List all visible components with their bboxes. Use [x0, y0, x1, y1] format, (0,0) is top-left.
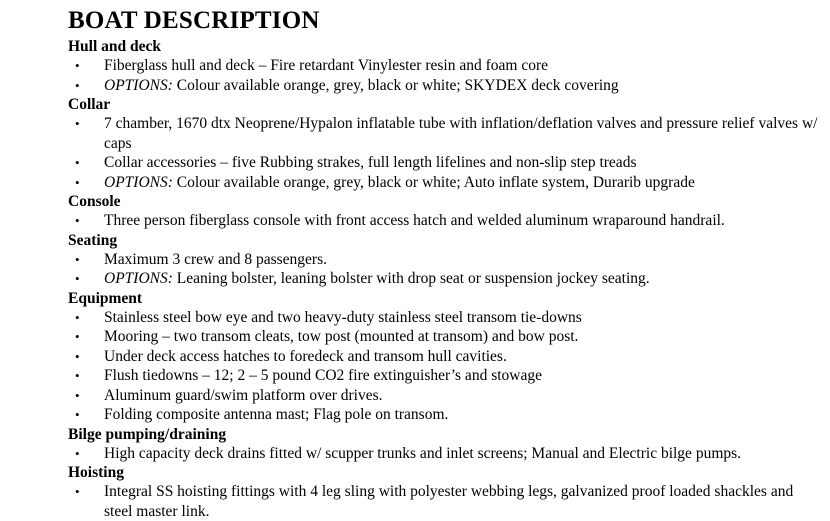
- list-item: [68, 347, 822, 367]
- bullet-icon: •: [75, 174, 80, 190]
- bullet-icon: •: [75, 155, 80, 170]
- document-section: [68, 37, 822, 95]
- list-item: [68, 56, 822, 76]
- bullet-list: [68, 56, 822, 95]
- bullet-list: [68, 211, 822, 231]
- section-heading: Equipment: [68, 289, 143, 307]
- list-item: [68, 327, 822, 347]
- document-section: [68, 192, 822, 231]
- bullet-icon: •: [75, 213, 80, 228]
- list-item: [68, 482, 822, 521]
- list-item: [68, 444, 822, 464]
- list-item-text: Folding composite antenna mast; Flag pole on transom.: [104, 406, 449, 423]
- list-item-text: Stainless steel bow eye and two heavy-duty stainless steel transom tie-downs: [104, 308, 582, 326]
- document-section: [68, 289, 822, 425]
- bullet-list: [68, 114, 822, 192]
- bullet-icon: •: [75, 58, 80, 73]
- list-item-text: Integral SS hoisting fittings with 4 leg sling with polyester webbing legs, galvanized proof loaded shackles and steel master link.: [104, 483, 794, 520]
- list-item-text: Under deck access hatches to foredeck and transom hull cavities.: [104, 347, 507, 365]
- list-item: [68, 173, 822, 193]
- list-item-text: Aluminum guard/swim platform over drives.: [104, 386, 383, 404]
- bullet-list: [68, 444, 822, 464]
- list-item: [68, 366, 822, 386]
- list-item: [68, 308, 822, 328]
- bullet-icon: •: [75, 484, 80, 499]
- bullet-icon: •: [75, 445, 80, 461]
- document-section: [68, 425, 822, 464]
- bullet-icon: •: [75, 251, 80, 267]
- list-item-text: Colour available orange, grey, black or white; Auto inflate system, Durarib upgrade: [172, 173, 695, 191]
- bullet-icon: •: [75, 368, 80, 383]
- list-item: [68, 76, 822, 96]
- bullet-icon: •: [75, 407, 80, 422]
- section-heading: Console: [68, 193, 121, 210]
- list-item-text: Mooring – two transom cleats, tow post (mounted at transom) and bow post.: [104, 328, 579, 345]
- bullet-icon: •: [75, 329, 80, 344]
- document-section: [68, 463, 822, 521]
- bullet-icon: •: [75, 77, 80, 93]
- list-item-text: High capacity deck drains fitted w/ scupper trunks and inlet screens; Manual and Electric bilge pumps.: [104, 444, 742, 462]
- options-label: OPTIONS:: [104, 173, 173, 191]
- list-item: [68, 153, 822, 173]
- bullet-icon: •: [75, 348, 80, 364]
- list-item-text: Fiberglass hull and deck – Fire retardant Vinylester resin and foam core: [104, 57, 548, 74]
- list-item-text: Maximum 3 crew and 8 passengers.: [104, 250, 327, 268]
- list-item-text: Flush tiedowns – 12; 2 – 5 pound CO2 fire extinguisher’s and stowage: [104, 367, 542, 384]
- bullet-icon: •: [75, 271, 80, 286]
- list-item: [68, 269, 822, 289]
- list-item-text: Three person fiberglass console with front access hatch and welded aluminum wraparound handrail.: [104, 212, 725, 229]
- section-heading: Hoisting: [68, 464, 124, 481]
- list-item-text: Colour available orange, grey, black or white; SKYDEX deck covering: [172, 76, 619, 94]
- section-heading: Seating: [68, 231, 118, 249]
- page-title: BOAT DESCRIPTION: [68, 7, 320, 34]
- section-heading: Collar: [68, 96, 111, 113]
- options-label: OPTIONS:: [104, 76, 173, 94]
- section-list: [68, 37, 822, 521]
- section-heading: Hull and deck: [68, 38, 162, 55]
- bullet-list: [68, 482, 822, 521]
- list-item-text: 7 chamber, 1670 dtx Neoprene/Hypalon inflatable tube with inflation/deflation valves and pressure relief valves w/ caps: [104, 115, 818, 152]
- list-item: [68, 250, 822, 270]
- list-item: [68, 405, 822, 425]
- bullet-list: [68, 308, 822, 425]
- bullet-icon: •: [75, 309, 80, 325]
- options-label: OPTIONS:: [104, 270, 173, 287]
- section-heading: Bilge pumping/draining: [68, 425, 227, 443]
- list-item: [68, 114, 822, 153]
- document-section: [68, 231, 822, 289]
- list-item-text: Leaning bolster, leaning bolster with drop seat or suspension jockey seating.: [172, 270, 650, 287]
- bullet-icon: •: [75, 116, 80, 131]
- list-item-text: Collar accessories – five Rubbing strakes, full length lifelines and non-slip step treads: [104, 154, 637, 171]
- list-item: [68, 211, 822, 231]
- list-item: [68, 386, 822, 406]
- bullet-list: [68, 250, 822, 289]
- document-section: [68, 95, 822, 192]
- bullet-icon: •: [75, 387, 80, 403]
